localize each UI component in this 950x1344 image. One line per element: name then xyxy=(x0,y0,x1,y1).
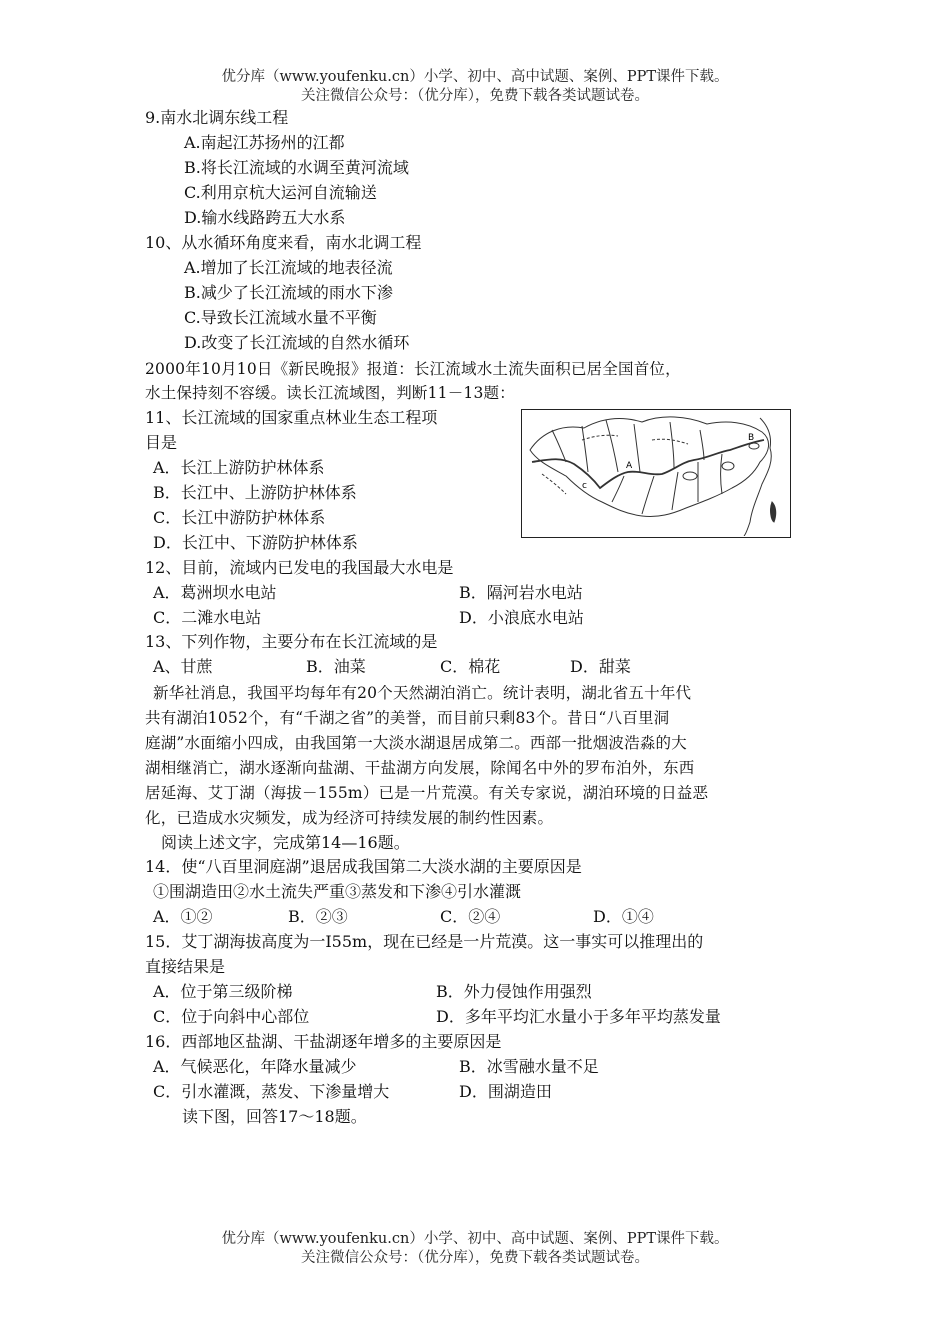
q15-stem-line-2: 直接结果是 xyxy=(145,957,226,976)
q13-option-d: D．甜菜 xyxy=(570,657,631,676)
intro-line-2: 水土保持刻不容缓。读长江流域图，判断11－13题： xyxy=(145,384,515,402)
q14-stem: 14．使“八百里洞庭湖”退居成我国第二大淡水湖的主要原因是 xyxy=(145,857,582,876)
passage-instruction: 阅读上述文字，完成第14—16题。 xyxy=(161,833,410,852)
outro-instruction: 读下图，回答17～18题。 xyxy=(182,1107,367,1126)
q12-option-d: D．小浪底水电站 xyxy=(459,608,584,627)
passage-line-6: 化，已造成水灾频发，成为经济可持续发展的制约性因素。 xyxy=(145,809,554,827)
q11-option-d: D．长江中、下游防护林体系 xyxy=(153,533,358,552)
q14-option-b: B．②③ xyxy=(288,907,348,926)
passage-line-4: 湖相继消亡，湖水逐渐向盐湖、干盐湖方向发展，除闻名中外的罗布泊外，东西 xyxy=(145,759,695,777)
page-header xyxy=(0,68,950,106)
header-line-2: 关注微信公众号：（优分库），免费下载各类试题试卷。 xyxy=(301,88,649,104)
q9-option-d: D.输水线路跨五大水系 xyxy=(184,208,346,227)
passage-line-2: 共有湖泊1052个，有“千湖之省”的美誉，而目前只剩83个。昔日“八百里洞 xyxy=(145,709,670,727)
page-footer xyxy=(0,1230,950,1268)
q12-stem: 12、目前，流域内已发电的我国最大水电是 xyxy=(145,558,454,577)
q16-option-b: B．冰雪融水量不足 xyxy=(459,1057,599,1076)
header-line-1: 优分库（www.youfenku.cn）小学、初中、高中试题、案例、PPT课件下载。 xyxy=(221,69,729,85)
q9-option-c: C.利用京杭大运河自流输送 xyxy=(184,183,377,202)
q15-option-b: B．外力侵蚀作用强烈 xyxy=(436,982,592,1001)
q10-option-c: C.导致长江流域水量不平衡 xyxy=(184,308,377,327)
footer-line-2: 关注微信公众号：（优分库），免费下载各类试题试卷。 xyxy=(301,1250,649,1266)
q14-numbered-options: ①围湖造田②水土流失严重③蒸发和下渗④引水灌溉 xyxy=(153,882,522,901)
map-label-a: A xyxy=(626,461,633,471)
q15-stem-line-1: 15．艾丁湖海拔高度为一I55m，现在已经是一片荒漠。这一事实可以推理出的 xyxy=(145,932,704,951)
q15-option-d: D．多年平均汇水量小于多年平均蒸发量 xyxy=(436,1007,721,1026)
q11-stem-line-1: 11、长江流域的国家重点林业生态工程项 xyxy=(145,408,438,427)
yangtze-basin-map-drawing xyxy=(522,410,789,536)
q11-option-c: C．长江中游防护林体系 xyxy=(153,508,326,527)
map-label-b: B xyxy=(748,433,755,443)
q11-option-a: A．长江上游防护林体系 xyxy=(153,458,325,477)
q11-option-b: B．长江中、上游防护林体系 xyxy=(153,483,357,502)
passage-line-5: 居延海、艾丁湖（海拔－155m）已是一片荒漠。有关专家说，湖泊环境的日益恶 xyxy=(145,784,709,802)
q9-option-a: A.南起江苏扬州的江都 xyxy=(184,133,345,152)
q11-stem-line-2: 目是 xyxy=(145,433,178,452)
q14-option-a: A．①② xyxy=(153,907,213,926)
q15-option-c: C．位于向斜中心部位 xyxy=(153,1007,310,1026)
q16-option-a: A．气候恶化，年降水量减少 xyxy=(153,1057,357,1076)
q10-stem: 10、从水循环角度来看，南水北调工程 xyxy=(145,233,422,252)
q12-option-a: A．葛洲坝水电站 xyxy=(153,583,277,602)
q10-option-b: B.减少了长江流域的雨水下渗 xyxy=(184,283,393,302)
q10-option-a: A.增加了长江流域的地表径流 xyxy=(184,258,393,277)
q15-option-a: A．位于第三级阶梯 xyxy=(153,982,293,1001)
q9-stem: 9.南水北调东线工程 xyxy=(145,108,289,127)
map-label-c: c xyxy=(582,481,587,491)
q10-option-d: D.改变了长江流域的自然水循环 xyxy=(184,333,410,352)
q14-option-c: C．②④ xyxy=(440,907,501,926)
q12-option-b: B．隔河岩水电站 xyxy=(459,583,583,602)
passage-line-3: 庭湖”水面缩小四成，由我国第一大淡水湖退居成第二。西部一批烟波浩淼的大 xyxy=(145,734,687,752)
yangtze-basin-map xyxy=(521,409,791,538)
q16-option-c: C．引水灌溉，蒸发、下渗量增大 xyxy=(153,1082,390,1101)
q13-option-c: C．棉花 xyxy=(440,657,501,676)
q16-stem: 16．西部地区盐湖、干盐湖逐年增多的主要原因是 xyxy=(145,1032,502,1051)
q9-option-b: B.将长江流域的水调至黄河流域 xyxy=(184,158,409,177)
q12-option-c: C．二滩水电站 xyxy=(153,608,262,627)
q16-option-d: D．围湖造田 xyxy=(459,1082,552,1101)
footer-line-1: 优分库（www.youfenku.cn）小学、初中、高中试题、案例、PPT课件下载。 xyxy=(221,1231,729,1247)
passage-line-1: 新华社消息，我国平均每年有20个天然湖泊消亡。统计表明，湖北省五十年代 xyxy=(153,684,692,702)
intro-line-1: 2000年10月10日《新民晚报》报道：长江流域水土流失面积已居全国首位， xyxy=(145,360,681,378)
q13-option-a: A、甘蔗 xyxy=(153,657,213,676)
q13-option-b: B．油菜 xyxy=(306,657,366,676)
q13-stem: 13、下列作物，主要分布在长江流域的是 xyxy=(145,632,438,651)
q14-option-d: D．①④ xyxy=(593,907,654,926)
